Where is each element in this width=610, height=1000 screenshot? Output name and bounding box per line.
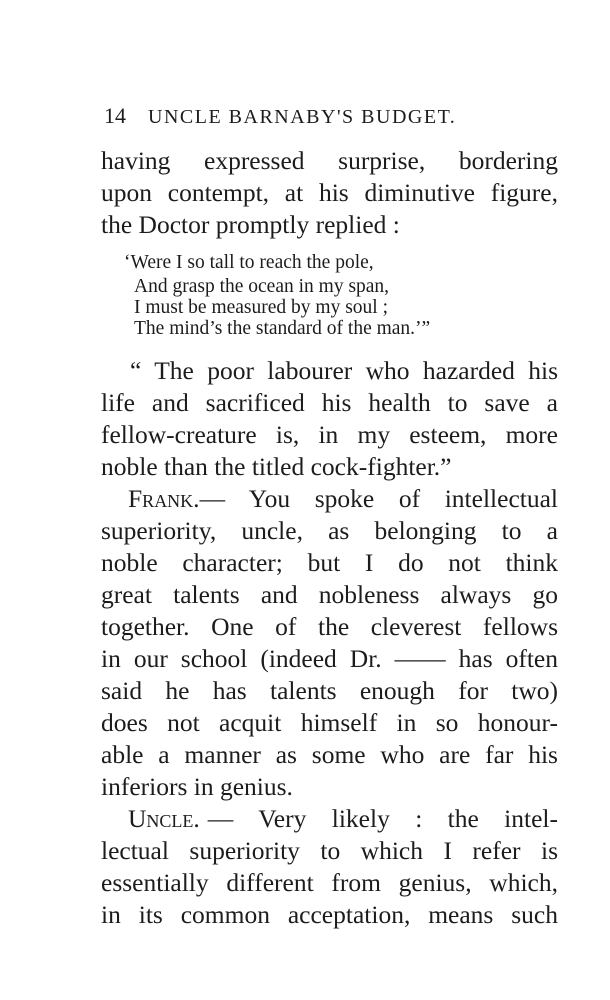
text-line: together. One of the cleverest fellows: [101, 612, 558, 641]
line-text: — Very likely : the intel-: [207, 804, 558, 833]
text-line: [128, 803, 558, 835]
speaker-label: Uncle.: [128, 804, 200, 833]
verse-line: ‘Were I so tall to reach the pole,: [124, 252, 374, 273]
text-line: inferiors in genius.: [101, 772, 293, 801]
verse-line: And grasp the ocean in my span,: [134, 276, 390, 297]
text-line: having expressed surprise, bordering: [101, 146, 558, 175]
text-line: [128, 483, 558, 515]
text-line: fellow-creature is, in my esteem, more: [101, 420, 558, 449]
verse-line: I must be measured by my soul ;: [134, 297, 389, 318]
line-text: — You spoke of intellectual: [199, 484, 558, 513]
text-line: upon contempt, at his diminutive figure,: [101, 178, 558, 207]
verse-line: The mind’s the standard of the man.’”: [134, 318, 431, 339]
text-line: the Doctor promptly replied :: [101, 210, 400, 239]
text-line: noble than the titled cock-fighter.”: [101, 452, 452, 481]
text-line: in its common acceptation, means such: [101, 900, 558, 929]
text-line: does not acquit himself in so honour-: [101, 708, 558, 737]
text-line: noble character; but I do not think: [101, 548, 558, 577]
text-line: superiority, uncle, as belonging to a: [101, 516, 558, 545]
text-line: essentially different from genius, which,: [101, 868, 558, 897]
page-number: 14: [104, 103, 126, 128]
text-line: great talents and nobleness always go: [101, 580, 558, 609]
running-title: UNCLE BARNABY'S BUDGET.: [148, 106, 457, 128]
running-head: [104, 103, 504, 129]
text-line: “ The poor labourer who hazarded his: [130, 356, 558, 385]
text-line: lectual superiority to which I refer is: [101, 836, 558, 865]
text-line: able a manner as some who are far his: [101, 740, 558, 769]
text-line: in our school (indeed Dr. —— has often: [101, 644, 558, 673]
speaker-label: Frank.: [128, 484, 200, 513]
text-line: said he has talents enough for two): [101, 676, 558, 705]
text-line: life and sacrificed his health to save a: [101, 388, 558, 417]
